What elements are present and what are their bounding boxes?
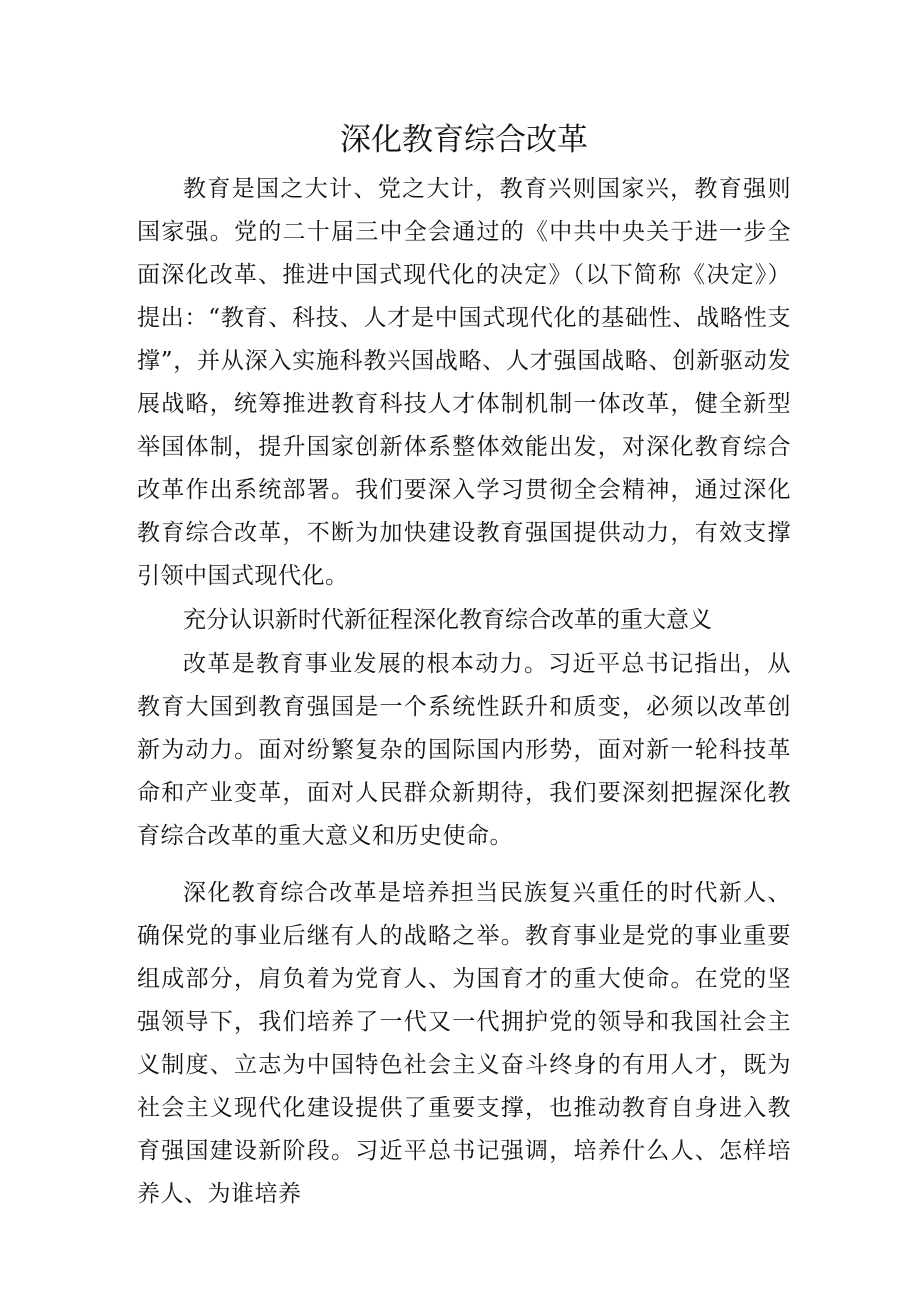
document-body <box>137 112 791 1216</box>
body-paragraph-1: 改革是教育事业发展的根本动力。习近平总书记指出，从教育大国到教育强国是一个系统性跃升和质变，必须以改革创新为动力。面对纷繁复杂的国际国内形势，面对新一轮科技革命和产业变革，面对人民群众新期待，我们要深刻把握深化教育综合改革的重大意义和历史使命。 <box>137 651 791 849</box>
body-paragraph-2: 深化教育综合改革是培养担当民族复兴重任的时代新人、确保党的事业后继有人的战略之举。教育事业是党的事业重要组成部分，肩负着为党育人、为国育才的重大使命。在党的坚强领导下，我们培养了一代又一代拥护党的领导和我国社会主义制度、立志为中国特色社会主义奋斗终身的有用人才，既为社会主义现代化建设提供了重要支撑，也推动教育自身进入教育强国建设新阶段。习近平总书记强调，培养什么人、怎样培养人、为谁培养 <box>137 880 791 1207</box>
intro-paragraph: 教育是国之大计、党之大计，教育兴则国家兴，教育强则国家强。党的二十届三中全会通过的《中共中央关于进一步全面深化改革、推进中国式现代化的决定》（以下简称《决定》）提出：“教育、科技、人才是中国式现代化的基础性、战略性支撑”，并从深入实施科教兴国战略、人才强国战略、创新驱动发展战略，统筹推进教育科技人才体制机制一体改革，健全新型举国体制，提升国家创新体系整体效能出发，对深化教育综合改革作出系统部署。我们要深入学习贯彻全会精神，通过深化教育综合改革，不断为加快建设教育强国提供动力，有效支撑引领中国式现代化。 <box>137 176 791 589</box>
section-heading: 充分认识新时代新征程深化教育综合改革的重大意义 <box>183 607 712 633</box>
document-title: 深化教育综合改革 <box>340 122 588 158</box>
